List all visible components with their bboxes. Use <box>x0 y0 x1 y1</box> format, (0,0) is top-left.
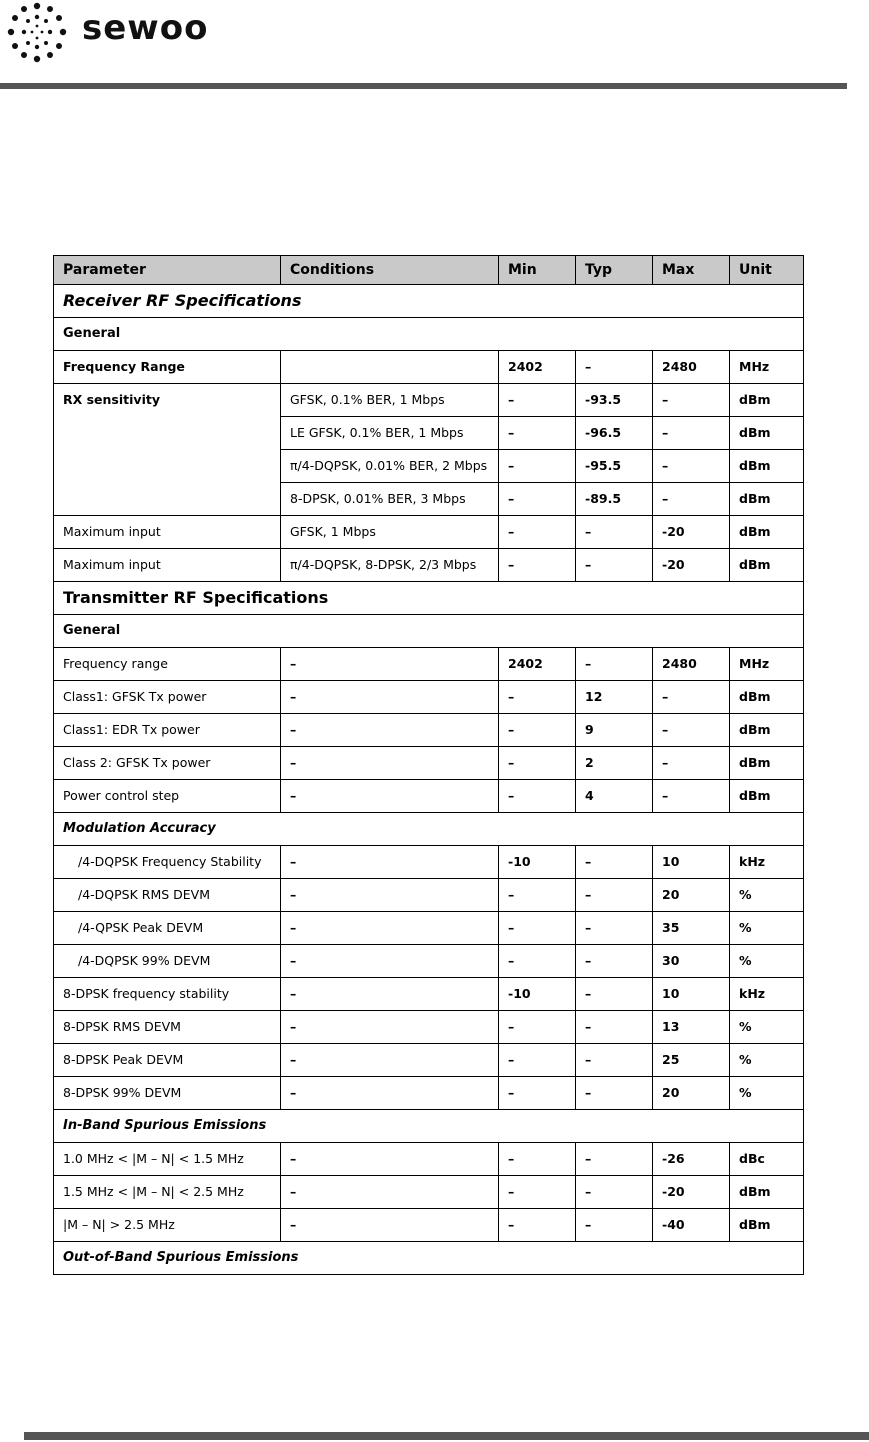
param-cell: 1.0 MHz < |M – N| < 1.5 MHz <box>54 1143 281 1176</box>
table-header-row <box>54 256 804 285</box>
max-cell: -20 <box>653 1176 730 1209</box>
unit-cell: dBm <box>730 780 804 813</box>
max-cell: – <box>653 483 730 516</box>
typ-cell: – <box>576 1209 653 1242</box>
max-cell: – <box>653 384 730 417</box>
unit-cell: % <box>730 945 804 978</box>
min-cell: – <box>499 1209 576 1242</box>
table-row <box>54 945 804 978</box>
cond-cell: – <box>281 648 499 681</box>
unit-cell: dBm <box>730 384 804 417</box>
param-cell: RX sensitivity <box>54 384 281 516</box>
param-cell: 8-DPSK 99% DEVM <box>54 1077 281 1110</box>
typ-cell: – <box>576 1077 653 1110</box>
unit-cell: % <box>730 1077 804 1110</box>
cond-cell: – <box>281 747 499 780</box>
table-row <box>54 648 804 681</box>
table-row <box>54 747 804 780</box>
max-cell: -20 <box>653 549 730 582</box>
typ-cell: – <box>576 846 653 879</box>
max-cell: – <box>653 417 730 450</box>
max-cell: – <box>653 681 730 714</box>
min-cell: – <box>499 1143 576 1176</box>
unit-cell: dBm <box>730 417 804 450</box>
subsection-title: General <box>54 615 804 648</box>
cond-cell: π/4-DQPSK, 8-DPSK, 2/3 Mbps <box>281 549 499 582</box>
header-conditions: Conditions <box>281 256 499 285</box>
table-row <box>54 879 804 912</box>
cond-cell <box>281 351 499 384</box>
typ-cell: -95.5 <box>576 450 653 483</box>
page-header <box>0 0 869 92</box>
unit-cell: dBm <box>730 450 804 483</box>
param-cell: Power control step <box>54 780 281 813</box>
cond-cell: – <box>281 1077 499 1110</box>
typ-cell: – <box>576 516 653 549</box>
cond-cell: – <box>281 978 499 1011</box>
cond-cell: – <box>281 714 499 747</box>
section-title: Transmitter RF Specifications <box>54 582 804 615</box>
min-cell: – <box>499 483 576 516</box>
cond-cell: π/4-DQPSK, 0.01% BER, 2 Mbps <box>281 450 499 483</box>
subsection-title: Out-of-Band Spurious Emissions <box>54 1242 804 1275</box>
unit-cell: dBc <box>730 1143 804 1176</box>
subsection-title: General <box>54 318 804 351</box>
rf-spec-table <box>53 255 804 1275</box>
table-row <box>54 384 804 417</box>
cond-cell: GFSK, 0.1% BER, 1 Mbps <box>281 384 499 417</box>
unit-cell: % <box>730 912 804 945</box>
header-typ: Typ <box>576 256 653 285</box>
param-cell: |M – N| > 2.5 MHz <box>54 1209 281 1242</box>
min-cell: – <box>499 1176 576 1209</box>
min-cell: – <box>499 747 576 780</box>
cond-cell: – <box>281 1044 499 1077</box>
table-row <box>54 846 804 879</box>
section-title: Receiver RF Specifications <box>54 285 804 318</box>
cond-cell: – <box>281 1209 499 1242</box>
min-cell: – <box>499 714 576 747</box>
typ-cell: – <box>576 945 653 978</box>
typ-cell: – <box>576 1044 653 1077</box>
max-cell: – <box>653 714 730 747</box>
section-row <box>54 285 804 318</box>
table-row <box>54 1077 804 1110</box>
typ-cell: – <box>576 351 653 384</box>
param-cell: 1.5 MHz < |M – N| < 2.5 MHz <box>54 1176 281 1209</box>
max-cell: 13 <box>653 1011 730 1044</box>
min-cell: -10 <box>499 846 576 879</box>
header-divider <box>0 83 847 89</box>
footer-divider <box>24 1432 869 1440</box>
max-cell: -40 <box>653 1209 730 1242</box>
typ-cell: – <box>576 1011 653 1044</box>
min-cell: – <box>499 879 576 912</box>
table-row <box>54 681 804 714</box>
header-max: Max <box>653 256 730 285</box>
max-cell: 20 <box>653 879 730 912</box>
min-cell: – <box>499 681 576 714</box>
subsection-row <box>54 615 804 648</box>
unit-cell: dBm <box>730 516 804 549</box>
subsection-title: Modulation Accuracy <box>54 813 804 846</box>
param-cell: 8-DPSK RMS DEVM <box>54 1011 281 1044</box>
unit-cell: dBm <box>730 483 804 516</box>
param-cell: Maximum input <box>54 549 281 582</box>
table-row <box>54 1143 804 1176</box>
typ-cell: -96.5 <box>576 417 653 450</box>
cond-cell: – <box>281 1143 499 1176</box>
min-cell: -10 <box>499 978 576 1011</box>
unit-cell: % <box>730 1011 804 1044</box>
table-row <box>54 1209 804 1242</box>
mod-rows <box>54 846 804 1110</box>
min-cell: – <box>499 945 576 978</box>
param-cell: 8-DPSK frequency stability <box>54 978 281 1011</box>
cond-cell: – <box>281 912 499 945</box>
cond-cell: LE GFSK, 0.1% BER, 1 Mbps <box>281 417 499 450</box>
section-row <box>54 582 804 615</box>
table-row <box>54 714 804 747</box>
max-cell: 10 <box>653 978 730 1011</box>
inband-rows <box>54 1143 804 1242</box>
max-cell: 35 <box>653 912 730 945</box>
header-parameter: Parameter <box>54 256 281 285</box>
unit-cell: kHz <box>730 978 804 1011</box>
min-cell: – <box>499 1077 576 1110</box>
typ-cell: 4 <box>576 780 653 813</box>
table-row <box>54 1011 804 1044</box>
max-cell: – <box>653 747 730 780</box>
unit-cell: kHz <box>730 846 804 879</box>
header-unit: Unit <box>730 256 804 285</box>
min-cell: – <box>499 1044 576 1077</box>
unit-cell: % <box>730 879 804 912</box>
table-row <box>54 1044 804 1077</box>
min-cell: – <box>499 417 576 450</box>
max-cell: – <box>653 780 730 813</box>
max-cell: 20 <box>653 1077 730 1110</box>
min-cell: – <box>499 912 576 945</box>
table-row <box>54 351 804 384</box>
min-cell: – <box>499 1011 576 1044</box>
min-cell: – <box>499 516 576 549</box>
unit-cell: MHz <box>730 648 804 681</box>
max-cell: 2480 <box>653 351 730 384</box>
typ-cell: – <box>576 549 653 582</box>
param-cell: Class 2: GFSK Tx power <box>54 747 281 780</box>
table-row <box>54 912 804 945</box>
max-cell: 2480 <box>653 648 730 681</box>
table-row <box>54 780 804 813</box>
max-cell: – <box>653 450 730 483</box>
cond-cell: – <box>281 1011 499 1044</box>
header-min: Min <box>499 256 576 285</box>
param-cell: Class1: GFSK Tx power <box>54 681 281 714</box>
param-cell: Frequency range <box>54 648 281 681</box>
subsection-title: In-Band Spurious Emissions <box>54 1110 804 1143</box>
unit-cell: dBm <box>730 747 804 780</box>
typ-cell: 12 <box>576 681 653 714</box>
unit-cell: dBm <box>730 1176 804 1209</box>
min-cell: 2402 <box>499 648 576 681</box>
subsection-row <box>54 1242 804 1275</box>
unit-cell: % <box>730 1044 804 1077</box>
typ-cell: -89.5 <box>576 483 653 516</box>
typ-cell: -93.5 <box>576 384 653 417</box>
cond-cell: – <box>281 945 499 978</box>
unit-cell: dBm <box>730 714 804 747</box>
tx-rows <box>54 648 804 813</box>
max-cell: 25 <box>653 1044 730 1077</box>
param-cell: /4-DQPSK 99% DEVM <box>54 945 281 978</box>
cond-cell: GFSK, 1 Mbps <box>281 516 499 549</box>
unit-cell: dBm <box>730 681 804 714</box>
unit-cell: dBm <box>730 549 804 582</box>
param-cell: Maximum input <box>54 516 281 549</box>
cond-cell: – <box>281 1176 499 1209</box>
table-row <box>54 549 804 582</box>
typ-cell: – <box>576 879 653 912</box>
min-cell: – <box>499 384 576 417</box>
param-cell: 8-DPSK Peak DEVM <box>54 1044 281 1077</box>
param-cell: /4-QPSK Peak DEVM <box>54 912 281 945</box>
subsection-row <box>54 813 804 846</box>
max-cell: -20 <box>653 516 730 549</box>
typ-cell: 2 <box>576 747 653 780</box>
typ-cell: – <box>576 1143 653 1176</box>
table-row <box>54 978 804 1011</box>
subsection-row <box>54 1110 804 1143</box>
cond-cell: – <box>281 780 499 813</box>
cond-cell: – <box>281 879 499 912</box>
table-row <box>54 1176 804 1209</box>
subsection-row <box>54 318 804 351</box>
unit-cell: dBm <box>730 1209 804 1242</box>
cond-cell: – <box>281 846 499 879</box>
max-cell: -26 <box>653 1143 730 1176</box>
param-cell: /4-DQPSK RMS DEVM <box>54 879 281 912</box>
typ-cell: – <box>576 1176 653 1209</box>
param-cell: Frequency Range <box>54 351 281 384</box>
param-cell: Class1: EDR Tx power <box>54 714 281 747</box>
min-cell: 2402 <box>499 351 576 384</box>
typ-cell: – <box>576 648 653 681</box>
min-cell: – <box>499 450 576 483</box>
cond-cell: – <box>281 681 499 714</box>
sewoo-logo-icon <box>6 2 68 64</box>
param-cell: /4-DQPSK Frequency Stability <box>54 846 281 879</box>
table-row <box>54 516 804 549</box>
cond-cell: 8-DPSK, 0.01% BER, 3 Mbps <box>281 483 499 516</box>
max-cell: 10 <box>653 846 730 879</box>
min-cell: – <box>499 780 576 813</box>
min-cell: – <box>499 549 576 582</box>
logo <box>6 2 208 64</box>
brand-name: sewoo <box>82 8 209 48</box>
typ-cell: – <box>576 978 653 1011</box>
typ-cell: 9 <box>576 714 653 747</box>
unit-cell: MHz <box>730 351 804 384</box>
typ-cell: – <box>576 912 653 945</box>
max-cell: 30 <box>653 945 730 978</box>
